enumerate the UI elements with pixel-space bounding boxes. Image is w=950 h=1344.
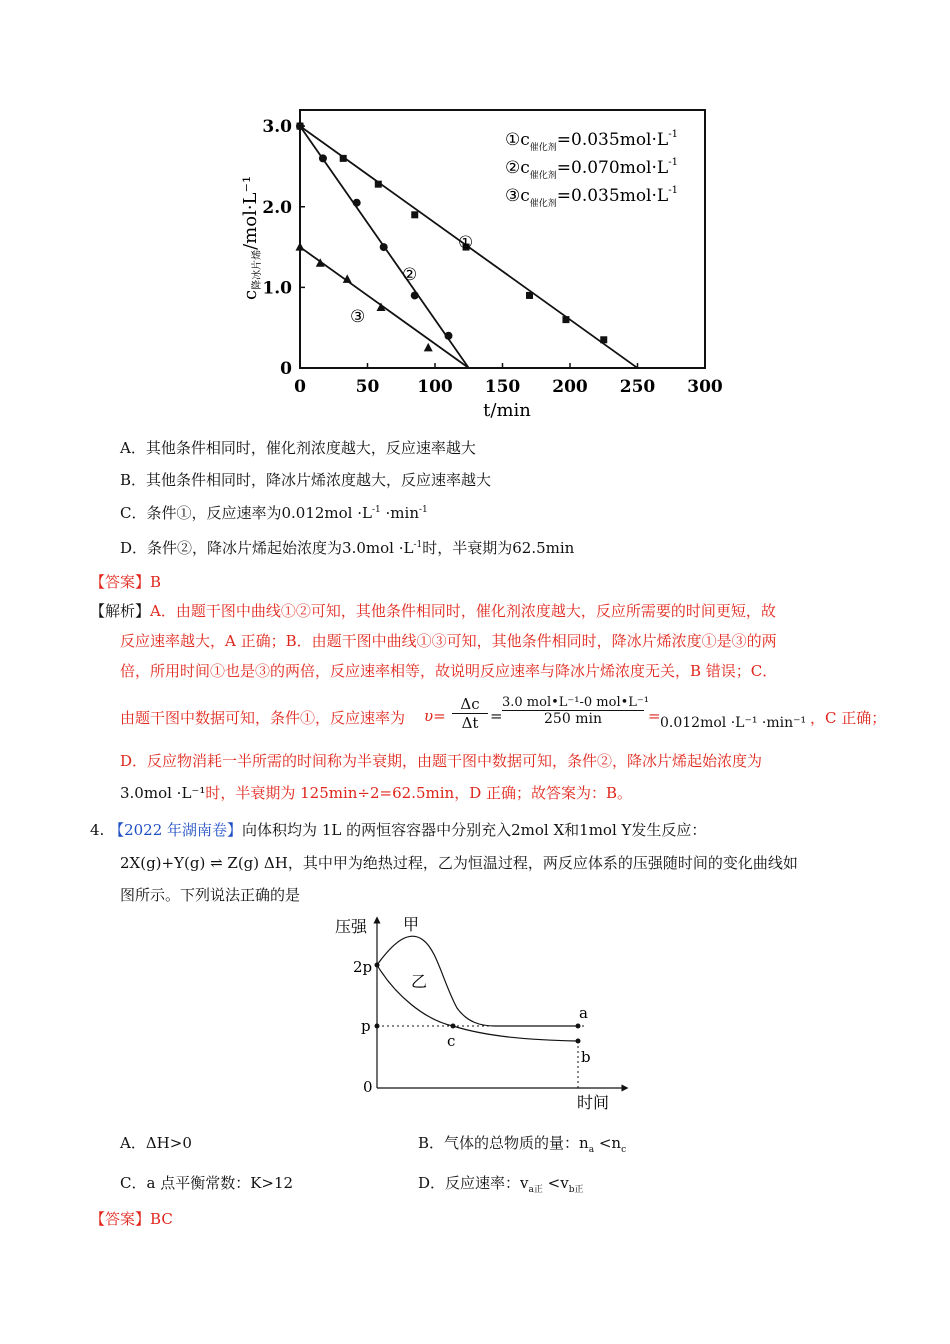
q4-stem-line1: [90, 815, 706, 845]
y-axis-label: $c_{降冰片烯}/mol\cdot L^{-1}$: [240, 175, 263, 300]
q4-option-c-value: K>12: [250, 1174, 294, 1192]
y-tick-label: 3.0: [262, 117, 292, 138]
q3-analysis-text4: 由题干图中数据可知，条件①，反应速率为: [120, 709, 406, 727]
curve-jia: [377, 936, 578, 1026]
q4-stem-d: 1mol Y: [579, 821, 632, 839]
q3-analysis-text4b: ，C 正确；: [810, 709, 887, 727]
data-point-square: [411, 211, 418, 218]
q4-option-d-sub1: a正: [528, 1185, 543, 1195]
x-tick-label: 200: [552, 377, 588, 397]
q4-stem-b: 2mol X: [511, 821, 565, 839]
q4-option-b-lt: <n: [594, 1134, 622, 1152]
point-p: [375, 1024, 380, 1029]
x-tick-label: 50: [355, 377, 380, 397]
q4-option-b-text: B．气体的总物质的量：: [418, 1134, 580, 1152]
q4-answer: [90, 1208, 173, 1229]
q3-analysis-l6-value: 3.0mol ·L⁻¹: [120, 784, 206, 802]
y-tick-2p: 2p: [353, 958, 373, 976]
data-point-square: [526, 292, 533, 299]
q3-option-c-sup2: -1: [418, 505, 428, 515]
q3-answer-value: B: [150, 573, 162, 591]
q3-analysis-line3: 倍，所用时间①也是③的两倍，反应速率相等，故说明反应速率与降冰片烯浓度无关，B 错误；C．: [120, 662, 778, 680]
q3-answer: [90, 571, 161, 592]
q3-answer-label: 【答案】: [90, 573, 151, 591]
q3-option-d-text: D．条件②，降冰片烯起始浓度为: [120, 539, 343, 557]
q4-source: 【2022 年湖南卷】: [109, 821, 243, 839]
q3-analysis-line2: 反应速率越大，A 正确；B．由题干图中曲线①③可知，其他条件相同时，降冰片烯浓度①是③的两: [120, 632, 777, 650]
q3-option-d-sup: -1: [413, 540, 423, 550]
q3-option-c-unit: ·min: [380, 504, 419, 522]
q3-option-c: [120, 502, 428, 523]
q3-option-c-sup1: -1: [371, 505, 381, 515]
rate-symbol: υ=: [424, 707, 446, 725]
x-tick-label: 250: [619, 377, 656, 397]
q4-option-b: [418, 1132, 626, 1155]
x-tick-label: 300: [687, 377, 723, 397]
q3-option-d-value: 3.0mol ·L: [342, 539, 414, 557]
series-line-3: [300, 247, 469, 368]
data-point-circle: [319, 154, 327, 162]
q4-option-c: [120, 1172, 293, 1193]
label-b: b: [581, 1048, 591, 1066]
fraction-value-den: 250 min: [544, 711, 602, 727]
data-point-circle: [380, 243, 388, 251]
q3-option-b: B．其他条件相同时，降冰片烯浓度越大，反应速率越大: [120, 471, 492, 489]
q3-analysis-text1: A．由题干图中曲线①②可知，其他条件相同时，催化剂浓度越大，反应所需要的时间更短，故: [150, 602, 776, 620]
x-tick-label: 100: [417, 377, 453, 397]
data-point-circle: [445, 332, 453, 340]
q4-option-d: [418, 1172, 583, 1195]
q4-stem-c: 和: [564, 821, 580, 839]
q4-option-d-v: v: [520, 1174, 529, 1192]
fraction-delta-num: Δc: [452, 695, 488, 714]
q4-option-d-lt: <v: [542, 1174, 569, 1192]
equals-sign-2: =: [648, 707, 661, 725]
label-a: a: [579, 1004, 588, 1022]
q4-stem-e: 发生反应：: [631, 821, 707, 839]
data-point-circle: [411, 291, 419, 299]
curve-label-1: ①: [458, 233, 474, 253]
curve-label-3: ③: [350, 307, 366, 327]
q4-number: 4.: [90, 821, 105, 839]
point-c: [451, 1024, 456, 1029]
q4-option-c-text: C．a 点平衡常数：: [120, 1174, 251, 1192]
q3-analysis-l6-mid: 时，半衰期为 125min÷2=62.5min: [205, 784, 455, 802]
label-c: c: [447, 1032, 456, 1050]
x-axis-label: t/min: [483, 400, 531, 421]
fraction-delta: [452, 695, 488, 732]
x-tick-label: 150: [484, 377, 521, 397]
q3-analysis-line5: D．反应物消耗一半所需的时间称为半衰期，由题干图中数据可知，条件②，降冰片烯起始浓度为: [120, 752, 763, 770]
y-tick-label: 0: [280, 359, 292, 379]
point-b: [576, 1039, 581, 1044]
legend-entry-2: $②c_{催化剂}=0.070mol\cdot L^{-1}$: [505, 157, 678, 181]
y-tick-p: p: [361, 1017, 371, 1035]
data-point-square: [562, 316, 569, 323]
data-point-circle: [296, 122, 304, 130]
label-jia: 甲: [403, 915, 420, 934]
point-a: [576, 1024, 581, 1029]
q3-option-a: A．其他条件相同时，催化剂浓度越大，反应速率越大: [120, 439, 476, 457]
equals-sign-1: =: [490, 707, 503, 725]
q3-option-d-value2: 62.5min: [512, 539, 575, 557]
rate-result: 0.012mol ·L⁻¹ ·min⁻¹: [660, 715, 807, 731]
q4-stem-line3: 图所示。下列说法正确的是: [120, 886, 301, 904]
label-yi: 乙: [411, 972, 428, 991]
data-point-circle: [353, 199, 361, 207]
q3-option-c-value: 0.012mol ·L: [281, 504, 372, 522]
data-point-square: [600, 336, 607, 343]
curve-yi: [377, 965, 578, 1041]
q4-stem-line2-text: ，其中甲为绝热过程，乙为恒温过程，两反应体系的压强随时间的变化曲线如: [287, 854, 798, 872]
curve-label-2: ②: [402, 265, 418, 285]
q3-option-d-text2: 时，半衰期为: [422, 539, 513, 557]
q3-option-c-text: C．条件①，反应速率为: [120, 504, 282, 522]
y-tick-label: 2.0: [262, 197, 292, 218]
q4-equation: 2X(g)+Y(g) ⇌ Z(g) ΔH: [120, 854, 288, 872]
q4-option-b-n: n: [579, 1134, 589, 1152]
q3-option-d: [120, 537, 574, 558]
fraction-value: [502, 695, 649, 727]
q4-option-a: A．ΔH>0: [120, 1134, 192, 1152]
q3-analysis-line1: [90, 596, 776, 626]
q4-option-b-sub-c: c: [621, 1145, 627, 1155]
y-tick-0: 0: [363, 1078, 373, 1096]
x-axis-title: 时间: [577, 1093, 610, 1112]
pressure-time-chart: [325, 910, 635, 1115]
legend-entry-1: $①c_{催化剂}=0.035mol\cdot L^{-1}$: [505, 129, 678, 153]
q4-option-d-text: D．反应速率：: [418, 1174, 521, 1192]
q4-stem-line2: [120, 848, 798, 878]
fraction-delta-den: Δt: [461, 714, 479, 732]
data-point-triangle: [296, 242, 305, 251]
x-tick-label: 0: [294, 377, 306, 397]
q3-analysis-l6-post: ，D 正确；故答案为：B。: [454, 784, 633, 802]
y-axis-title: 压强: [335, 917, 368, 936]
q4-option-d-sub2: b正: [568, 1185, 584, 1195]
q4-answer-label: 【答案】: [90, 1210, 151, 1228]
q4-option-b-sub-a: a: [588, 1145, 595, 1155]
q4-answer-value: BC: [150, 1210, 173, 1228]
q4-stem-a: 向体积均为 1L 的两恒容容器中分别充入: [242, 821, 512, 839]
data-point-square: [340, 155, 347, 162]
data-point-square: [375, 181, 382, 188]
legend: [505, 129, 678, 209]
q3-analysis-label: 【解析】: [90, 602, 151, 620]
y-tick-label: 1.0: [262, 278, 292, 299]
concentration-time-chart: [230, 100, 730, 430]
q3-analysis-line6: [120, 778, 632, 808]
point-2p: [375, 963, 380, 968]
legend-entry-3: $③c_{催化剂}=0.035mol\cdot L^{-1}$: [505, 185, 678, 209]
data-point-triangle: [424, 343, 433, 352]
fraction-value-num: 3.0 mol•L⁻¹-0 mol•L⁻¹: [502, 695, 649, 710]
